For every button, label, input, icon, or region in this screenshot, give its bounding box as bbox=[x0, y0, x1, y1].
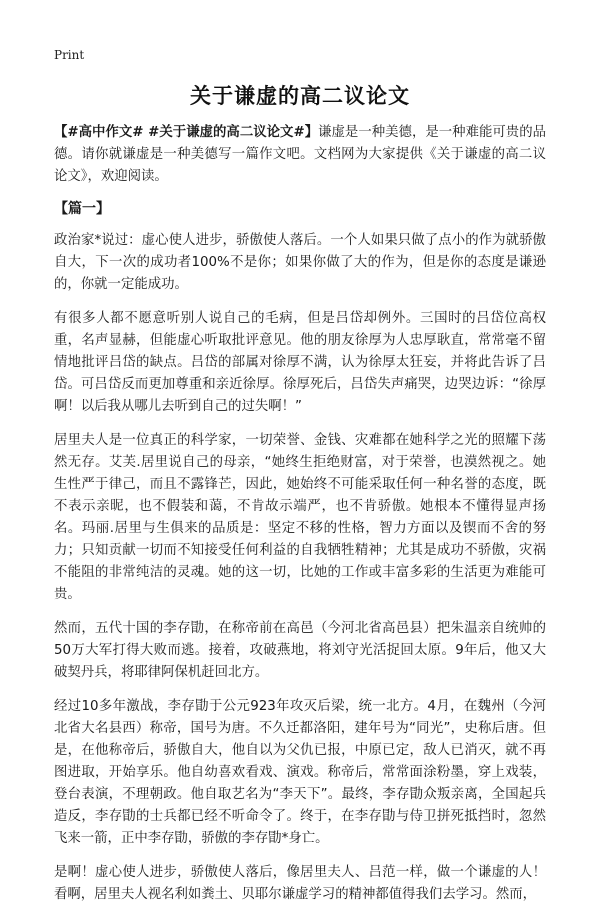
intro-text: 谦虚是一种美德，是一种难能可贵的品德。请你就谦虚是一种美德写一篇作文吧。文档网为大家提供《关于谦虚的高二议论文》，欢迎阅读。 bbox=[54, 125, 546, 184]
paragraph: 经过10多年激战，李存勖于公元923年攻灭后梁，统一北方。4月，在魏州（今河北省大名县西）称帝，国号为唐。不久迁都洛阳，建年号为“同光”，史称后唐。但是，在他称帝后，骄傲自大，他自以为父仇已报，中原已定，敌人已消灭，就不再图进取，开始享乐。他自幼喜欢看戏、演戏。称帝后，常常面涂粉墨，穿上戏装，登台表演，不理朝政。他自取艺名为“李天下”。最终，李存勖众叛亲离，全国起兵造反，李存勖的士兵都已经不听命令了。终于，在李存勖与侍卫拼死抵挡时，忽然飞来一箭，正中李存勖，骄傲的李存勖*身亡。 bbox=[54, 699, 546, 846]
paragraph: 政治家*说过：虚心使人进步，骄傲使人落后。一个人如果只做了点小的作为就骄傲自大，下一次的成功者100%不是你；如果你做了大的作为，但是你的态度是谦逊的，你就一定能成功。 bbox=[54, 233, 546, 292]
article-body bbox=[54, 122, 546, 918]
print-link[interactable]: Print bbox=[54, 48, 85, 62]
paragraph: 有很多人都不愿意听别人说自己的毛病，但是吕岱却例外。三国时的吕岱位高权重，名声显赫，但能虚心听取批评意见。他的朋友徐厚为人忠厚耿直，常常毫不留情地批评吕岱的缺点。吕岱的部属对徐厚不满，认为徐厚太狂妄，并将此告诉了吕岱。可吕岱反而更加尊重和亲近徐厚。徐厚死后，吕岱失声痛哭，边哭边诉：“徐厚啊！以后我从哪儿去听到自己的过失啊！” bbox=[54, 311, 546, 414]
paragraph: 然而，五代十国的李存勖，在称帝前在高邑（今河北省高邑县）把朱温亲自统帅的50万大军打得大败而逃。接着，攻破燕地，将刘守光活捉回太原。9年后，他又大破契丹兵，将耶律阿保机赶回北方。 bbox=[54, 621, 546, 680]
page-title: 关于谦虚的高二议论文 bbox=[190, 84, 410, 108]
section-heading: 【篇一】 bbox=[54, 201, 110, 217]
paragraph: 居里夫人是一位真正的科学家，一切荣誉、金钱、灾难都在她科学之光的照耀下荡然无存。艾芙.居里说自己的母亲，“她终生拒绝财富，对于荣誉，也漠然视之。她生性严于律己，而且不露锋芒，因此，她始终不可能采取任何一种名誉的态度，既不表示亲昵，也不假装和蔼，不肯故示端严，也不肯骄傲。她根本不懂得显声扬名。玛丽.居里与生俱来的品质是：坚定不移的性格，智力方面以及锲而不舍的努力；只知贡献一切而不知接受任何利益的自我牺牲精神；尤其是成功不骄傲，灾祸不能阻的非常纯洁的灵魂。她的这一切，比她的工作或丰富多彩的生活更为难能可贵。 bbox=[54, 433, 546, 602]
intro-tag: 【#高中作文# #关于谦虚的高二议论文#】 bbox=[54, 125, 319, 140]
intro-paragraph bbox=[54, 122, 546, 188]
paragraph: 是啊！虚心使人进步，骄傲使人落后，像居里夫人、吕范一样，做一个谦虚的人！看啊，居里夫人视名利如粪土、贝耶尔谦虚学习的精神都值得我们去学习。然而， bbox=[54, 865, 546, 902]
